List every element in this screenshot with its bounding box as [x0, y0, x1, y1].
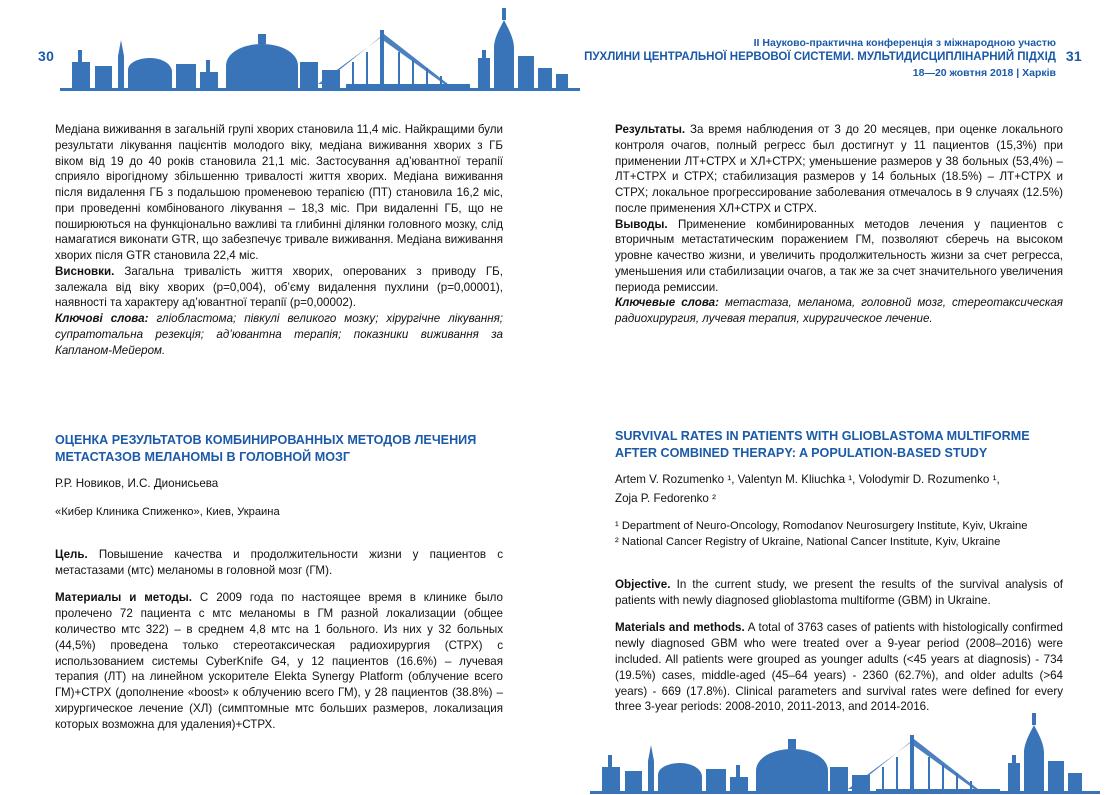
article-english-methods-text: A total of 3763 cases of patients with histologically confirmed newly diagnosed GBM who were treated over a 9-year period (2008–2016) were included. All patients were grouped as younger adults (<45 years at diagnosis) - 734 (19.5%) cases, middle-aged (45–64 years) - 2360 (62.7%), and older adults (>64 years) - 669 (17.8%). Clinical parameters and survival rates were defined for every three 3-year periods: 2008-2010, 2011-2013, and 2014-2016.	[615, 621, 1063, 714]
conference-header-line1: II Науково-практична конференція з міжнародною участю	[753, 37, 1056, 49]
article-english-affiliation-1: ¹ Department of Neuro-Oncology, Romodanov Neurosurgery Institute, Kyiv, Ukraine	[615, 520, 1028, 533]
conference-header-line2: ПУХЛИНИ ЦЕНТРАЛЬНОЇ НЕРВОВОЇ СИСТЕМИ. МУЛЬТИДИСЦИПЛІНАРНИЙ ПІДХІД	[584, 51, 1056, 64]
article-russian	[55, 432, 503, 744]
article-russian-objective-text: Повышение качества и продолжительности жизни у пациентов с метастазами (мтс) меланомы в головной мозг (ГМ).	[55, 548, 503, 578]
article-russian-objective-label: Цель.	[55, 548, 88, 562]
right-keywords-paragraph	[615, 295, 1063, 327]
article-russian-methods-text: С 2009 года по настоящее время в клинике было пролечено 72 пациента с мтс меланомы в ГМ разной локализации (общее количество мтс 322) – в среднем 4,8 мтс на 1 больного. Из них у 32 больных (44,5%) проведена только стереотаксическая радиохирургия (СТРХ) с использованием системы CyberKnife G4, у 12 пациентов (16.6%) – лучевая терапия (ЛТ) на линейном ускорителе Elekta Synergy Platform (облучение всего ГМ)+СТРХ (дополнение «boost» к облучению всего ГМ), у 28 пациентов (38.8%) – хирургическое лечение (ХЛ) (симптомные мтс больших размеров, локализация которых возможна для удаления)+СТРХ.	[55, 591, 503, 731]
right-keywords-label: Ключевые слова:	[615, 296, 719, 310]
article-english-objective-text: In the current study, we present the results of the survival analysis of patients with newly diagnosed glioblastoma multiforme (GBM) in Ukraine.	[615, 578, 1063, 608]
left-keywords-label: Ключові слова:	[55, 312, 149, 326]
article-russian-authors: Р.Р. Новиков, И.С. Дионисьева	[55, 476, 219, 490]
left-keywords-text: гліобластома; півкулі великого мозку; хірургічне лікування; супратотальна резекція; ад’ювантна терапія; показники виживання за Капланом-Мейером.	[55, 312, 504, 357]
article-russian-objective	[55, 547, 503, 579]
article-russian-methods	[55, 590, 503, 732]
right-conclusion-paragraph	[615, 217, 1063, 296]
article-english-objective-label: Objective.	[615, 578, 671, 592]
conference-header	[584, 36, 1056, 80]
right-column-abstract-continuation	[615, 122, 1063, 327]
article-english-authors-line2: Zoja P. Fedorenko ²	[615, 491, 716, 505]
right-conclusion-text: Применение комбинированных методов лечения у пациентов с вторичным метастатическим поражением ГМ, позволяют сберечь на высоком уровне качество жизни, и увеличить продолжительность жизни за счет регресса, уменьшения или стабилизации очагов, а так же за счет значительного увеличения периода ремиссии.	[615, 217, 1063, 294]
left-body-paragraph: Медіана виживання в загальній групі хворих становила 11,4 міс. Найкращими були результати лікування пацієнтів молодого віку, медіана виживання хворих з ГБ віком від 19 до 40 років становила 21,1 міс. Застосування ад’ювантної терапії сприяло вірогідному збільшенню тривалості життя хворих. Медіана виживання після видалення ГБ з подальшою променевою терапією (ПТ) становила 16,2 міс, при проведенні комбінованого лікування – 18,3 міс. При видаленні ГБ, що не поширюються на функціонально важливі та глибинні ділянки головного мозку, слід намагатися виконати GTR, що забезпечує тривале виживання. Медіана виживання хворих після GTR становила 22,4 міс.	[55, 123, 503, 263]
page-number-right: 31	[1065, 48, 1082, 64]
right-results-label: Результаты.	[615, 123, 686, 136]
conference-header-line3: 18—20 жовтня 2018 | Харків	[912, 66, 1056, 79]
left-conclusion-text: Загальна тривалість життя хворих, оперованих з приводу ГБ, залежала від віку хворих (р=0,004), об’єму видалення пухлини (р=0,00001), наявності та характеру ад’ювантної терапії (р=0,00002).	[55, 264, 503, 310]
article-english-objective	[615, 577, 1063, 609]
left-column-abstract-continuation	[55, 122, 503, 358]
right-results-paragraph	[615, 122, 1063, 217]
article-russian-methods-label: Материалы и методы.	[55, 591, 193, 605]
right-keywords-text: метастаза, меланома, головной мозг, стереотаксическая радиохирургия, лучевая терапия, хирургическое лечение.	[615, 296, 1063, 326]
left-keywords-paragraph	[55, 311, 503, 358]
article-english	[615, 428, 1063, 727]
article-english-authors-line1: Artem V. Rozumenko ¹, Valentyn M. Kliuchka ¹, Volodymir D. Rozumenko ¹,	[615, 472, 1000, 486]
page-number-left: 30	[38, 48, 55, 64]
left-conclusion-label: Висновки.	[55, 264, 115, 278]
article-english-methods-label: Materials and methods.	[615, 621, 745, 635]
article-english-methods	[615, 620, 1063, 715]
article-russian-affiliation: «Кибер Клиника Спиженко», Киев, Украина	[55, 505, 280, 518]
article-english-affiliation-2: ² National Cancer Registry of Ukraine, National Cancer Institute, Kyiv, Ukraine	[615, 535, 1001, 548]
article-russian-title: ОЦЕНКА РЕЗУЛЬТАТОВ КОМБИНИРОВАННЫХ МЕТОДОВ ЛЕЧЕНИЯ МЕТАСТАЗОВ МЕЛАНОМЫ В ГОЛОВНОЙ МОЗГ	[55, 433, 477, 464]
article-english-title: SURVIVAL RATES IN PATIENTS WITH GLIOBLASTOMA MULTIFORME AFTER COMBINED THERAPY: A POPULATION-BASED STUDY	[615, 429, 1030, 460]
right-conclusion-label: Выводы.	[615, 217, 668, 231]
left-conclusion-paragraph	[55, 264, 503, 311]
right-results-text: За время наблюдения от 3 до 20 месяцев, при оценке локального контроля очагов, полный регресс был достигнут у 11 пациентов (15,3%) при применении ЛТ+СТРХ и ХЛ+СТРХ; уменьшение размеров у 38 больных (53,4%) – ЛТ+СТРХ и СТРХ; стабилизация размеров у 14 больных (18.5%) – ЛТ+СТРХ и СТРХ; локальное прогрессирование заболевания отмечалось в 9 случаях (12.5%) после применения ХЛ+СТРХ и СТРХ.	[615, 123, 1063, 215]
